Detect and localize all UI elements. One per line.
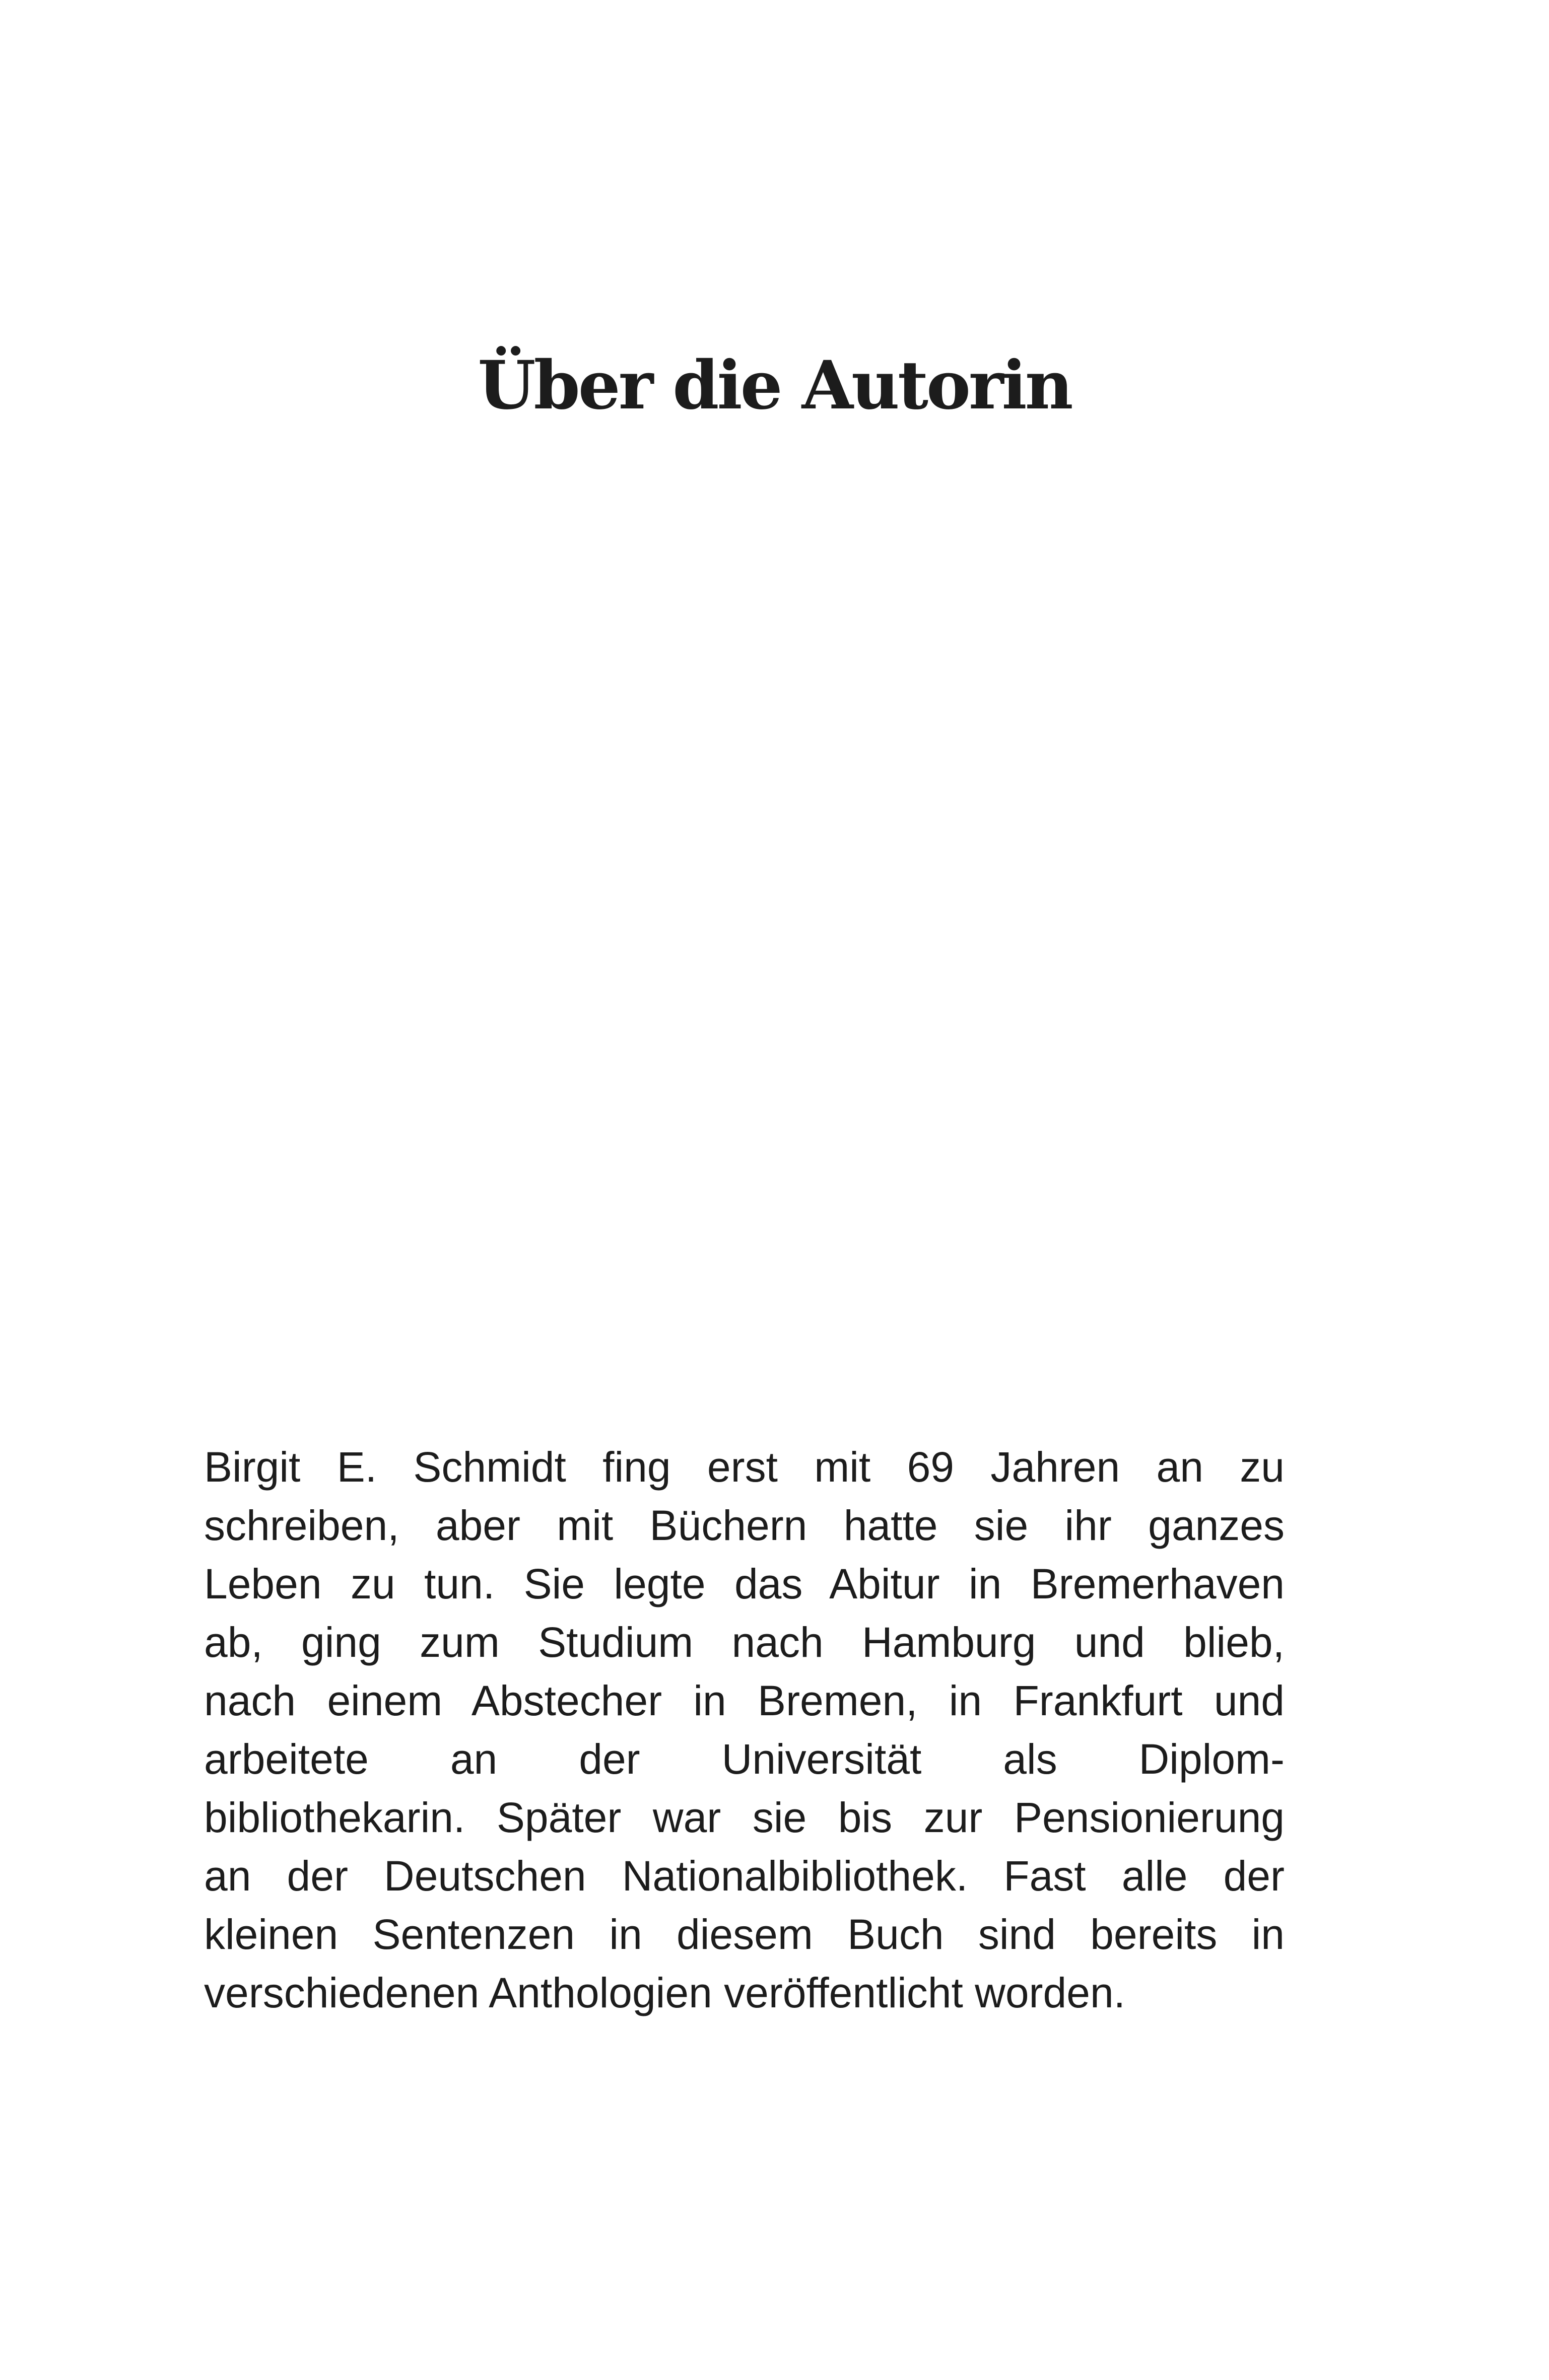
page-title: Über die Autorin — [478, 346, 1071, 425]
biography-line: Birgit E. Schmidt fing erst mit 69 Jahren an zu — [204, 1443, 1285, 1491]
author-biography — [204, 1438, 1285, 2022]
biography-line: ab, ging zum Studium nach Hamburg und blieb, — [204, 1619, 1285, 1666]
biography-line: Leben zu tun. Sie legte das Abitur in Bremerhaven — [204, 1560, 1285, 1607]
biography-line: bibliothekarin. Später war sie bis zur Pensionierung — [204, 1794, 1285, 1841]
biography-line: verschiedenen Anthologien veröffentlicht worden. — [204, 1969, 1126, 2016]
biography-line: arbeitete an der Universität als Diplom- — [204, 1735, 1285, 1783]
biography-line: nach einem Abstecher in Bremen, in Frankfurt und — [204, 1677, 1285, 1724]
biography-line: an der Deutschen Nationalbibliothek. Fast alle der — [204, 1852, 1285, 1900]
biography-line: kleinen Sentenzen in diesem Buch sind bereits in — [204, 1911, 1285, 1958]
biography-line: schreiben, aber mit Büchern hatte sie ihr ganzes — [204, 1502, 1285, 1549]
